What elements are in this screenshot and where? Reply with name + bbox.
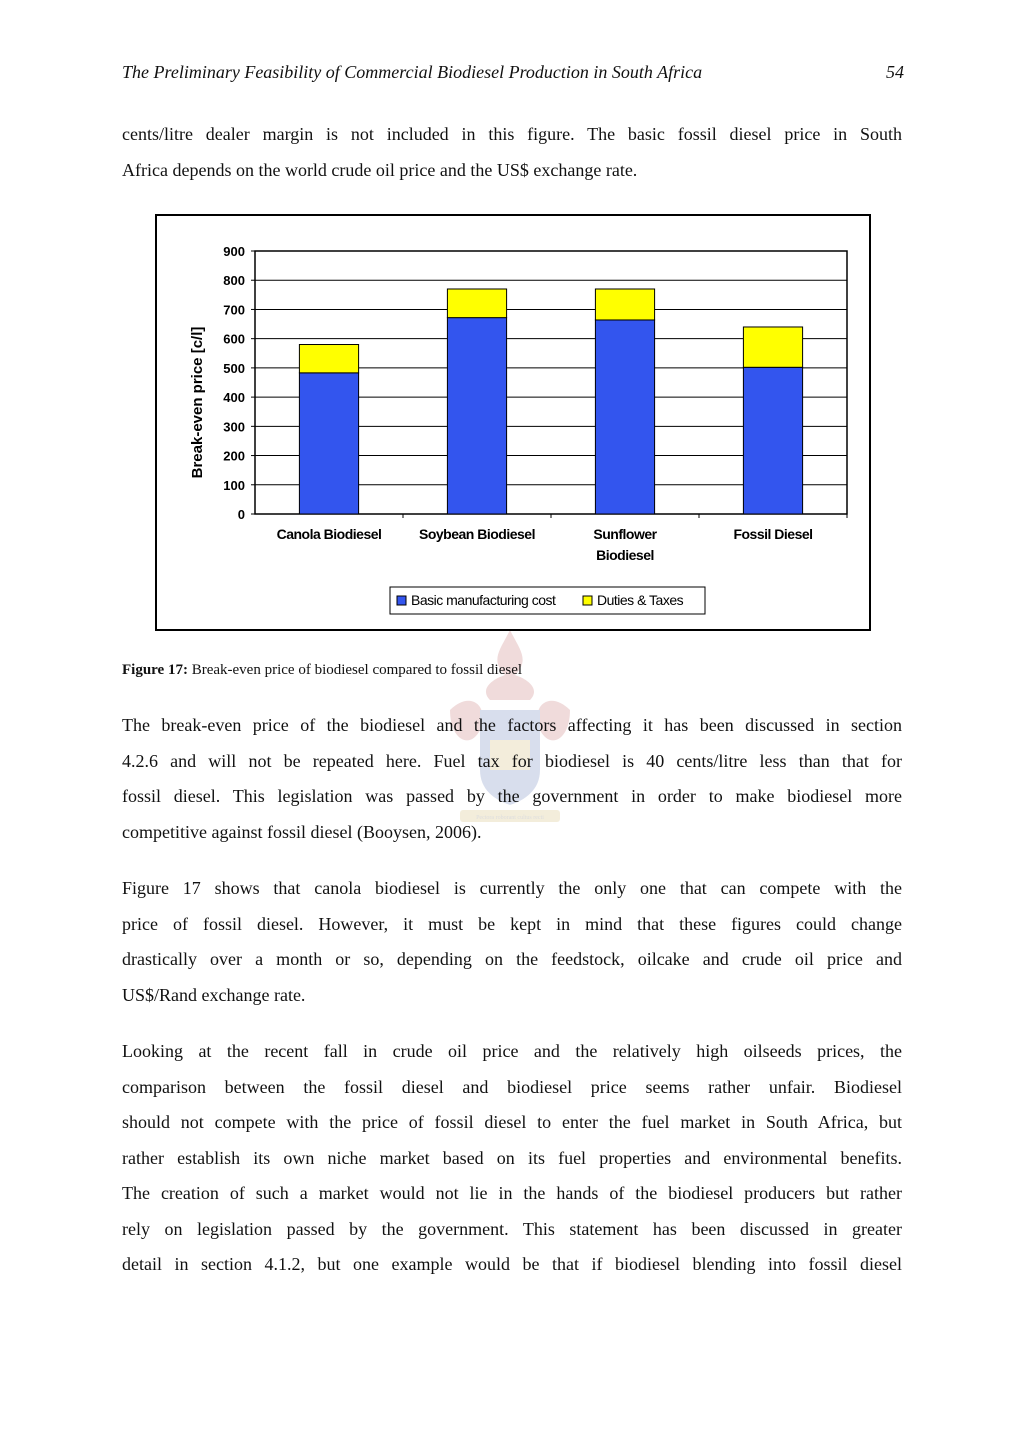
figure-caption-text: Break-even price of biodiesel compared to fossil diesel <box>187 662 523 678</box>
text-line: detail in section 4.1.2, but one example would be that if biodiesel blending into fossil diesel <box>122 1254 902 1274</box>
y-tick-label: 500 <box>223 360 245 376</box>
text-line: US$/Rand exchange rate. <box>122 984 306 1005</box>
y-tick-label: 700 <box>223 302 245 318</box>
y-tick-label: 300 <box>223 419 245 435</box>
body-paragraph <box>122 871 902 1013</box>
legend-label: Basic manufacturing cost <box>411 592 556 608</box>
y-tick-label: 400 <box>223 390 245 406</box>
y-tick-label: 900 <box>223 244 245 259</box>
text-line: competitive against fossil diesel (Booysen, 2006). <box>122 821 482 842</box>
text-line: price of fossil diesel. However, it must be kept in mind that these figures could change <box>122 913 902 934</box>
figure-caption <box>122 662 522 679</box>
bar-manufacturing-cost <box>447 318 506 514</box>
text-line: comparison between the fossil diesel and biodiesel price seems rather unfair. Biodiesel <box>122 1076 902 1097</box>
text-line: rather establish its own niche market based on its fuel properties and environmental benefits. <box>122 1147 902 1168</box>
text-line: The break-even price of the biodiesel and the factors affecting it has been discussed in section <box>122 715 902 735</box>
text-line: should not compete with the price of fossil diesel to enter the fuel market in South Africa, but <box>122 1112 902 1132</box>
y-tick-label: 100 <box>223 477 245 493</box>
bar-duties-taxes <box>447 289 506 318</box>
text-line: The creation of such a market would not lie in the hands of the biodiesel producers but rather <box>122 1183 902 1203</box>
bar-manufacturing-cost <box>299 373 358 514</box>
legend-swatch <box>397 596 406 605</box>
body-paragraph <box>122 708 902 850</box>
bar-manufacturing-cost <box>743 367 802 514</box>
stacked-bar-chart <box>157 216 869 629</box>
page-header <box>122 62 904 88</box>
running-title: The Preliminary Feasibility of Commercial Biodiesel Production in South Africa <box>122 62 703 82</box>
text-line: Africa depends on the world crude oil price and the US$ exchange rate. <box>122 159 638 180</box>
x-category-label: Biodiesel <box>596 547 654 563</box>
x-category-label: Sunflower <box>593 526 657 542</box>
y-axis-label: Break-even price [c/l] <box>189 326 206 479</box>
page-number: 54 <box>886 62 904 82</box>
x-category-label: Soybean Biodiesel <box>419 526 535 542</box>
legend-label: Duties & Taxes <box>597 592 684 608</box>
y-tick-label: 600 <box>223 331 245 347</box>
y-tick-label: 0 <box>237 507 245 522</box>
bar-duties-taxes <box>743 327 802 367</box>
text-line: drastically over a month or so, depending on the feedstock, oilcake and crude oil price and <box>122 949 902 969</box>
chart-frame <box>155 214 871 631</box>
text-line: Looking at the recent fall in crude oil price and the relatively high oilseeds prices, the <box>122 1041 902 1061</box>
bar-duties-taxes <box>299 345 358 373</box>
body-paragraph <box>122 1034 902 1283</box>
bar-duties-taxes <box>595 289 654 320</box>
x-category-label: Canola Biodiesel <box>276 526 382 542</box>
legend-swatch <box>583 596 592 605</box>
y-tick-label: 800 <box>223 273 245 289</box>
x-category-label: Fossil Diesel <box>733 526 813 542</box>
intro-paragraph <box>122 117 902 188</box>
crest-motto: Pectora roborant cultus recti <box>476 815 544 821</box>
y-tick-label: 200 <box>223 448 245 464</box>
text-line: rely on legislation passed by the government. This statement has been discussed in greater <box>122 1218 902 1239</box>
text-line: cents/litre dealer margin is not included in this figure. The basic fossil diesel price in South <box>122 124 902 144</box>
figure-caption-label: Figure 17: <box>122 662 188 678</box>
bar-manufacturing-cost <box>595 320 654 514</box>
text-line: Figure 17 shows that canola biodiesel is currently the only one that can compete with the <box>122 878 902 898</box>
text-line: 4.2.6 and will not be repeated here. Fuel tax for biodiesel is 40 cents/litre less than that for <box>122 750 902 771</box>
text-line: fossil diesel. This legislation was passed by the government in order to make biodiesel more <box>122 786 902 806</box>
